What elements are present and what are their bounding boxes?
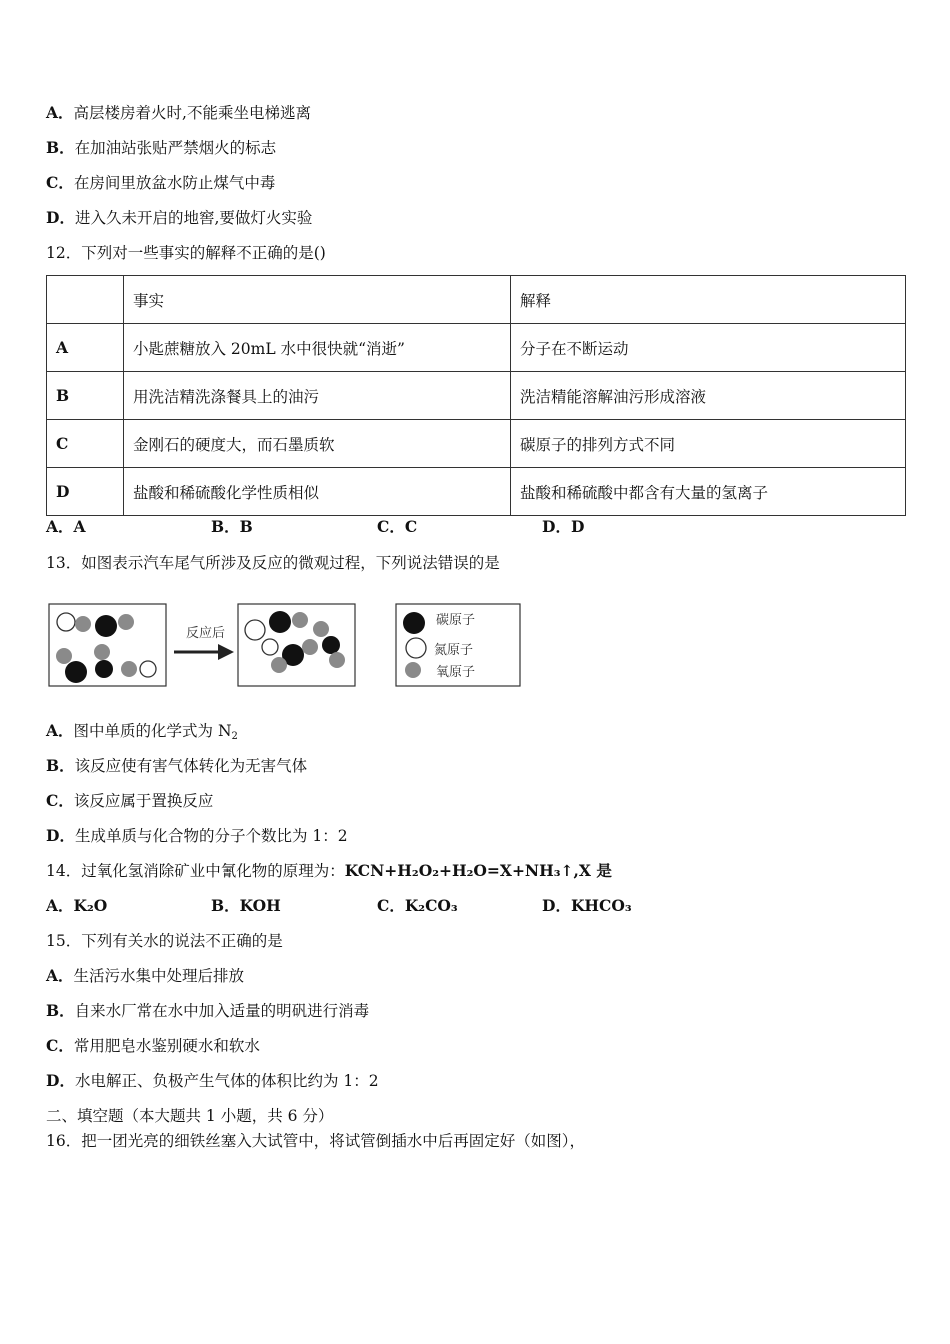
table-row bbox=[47, 372, 906, 420]
q13-option-d: D．生成单质与化合物的分子个数比为 1：2 bbox=[46, 826, 348, 845]
oxygen-atom bbox=[329, 652, 345, 668]
table-cell: 洗洁精能溶解油污形成溶液 bbox=[511, 372, 906, 420]
q12-choice-a: A．A bbox=[46, 517, 86, 536]
table-cell: 盐酸和稀硫酸化学性质相似 bbox=[124, 468, 511, 516]
carbon-atom bbox=[322, 636, 340, 654]
q15-option-d: D．水电解正、负极产生气体的体积比约为 1：2 bbox=[46, 1071, 379, 1090]
table-cell: C bbox=[47, 420, 124, 468]
oxygen-atom bbox=[271, 657, 287, 673]
table-header-row bbox=[47, 276, 906, 324]
q11-option-a: A．高层楼房着火时,不能乘坐电梯逃离 bbox=[46, 103, 311, 122]
legend-oxygen-label: 氧原子 bbox=[436, 665, 476, 680]
q15-stem: 15．下列有关水的说法不正确的是 bbox=[46, 932, 283, 950]
table-cell: 分子在不断运动 bbox=[511, 324, 906, 372]
q12-stem: 12．下列对一些事实的解释不正确的是() bbox=[46, 244, 326, 262]
oxygen-legend-icon bbox=[405, 662, 421, 678]
table-cell: A bbox=[47, 324, 124, 372]
q12-choice-b: B．B bbox=[211, 517, 253, 536]
oxygen-atom bbox=[94, 644, 110, 660]
q13-option-b: B．该反应使有害气体转化为无害气体 bbox=[46, 756, 308, 775]
carbon-atom bbox=[95, 615, 117, 637]
carbon-atom bbox=[95, 660, 113, 678]
q12-choice-d: D．D bbox=[542, 517, 585, 536]
nitrogen-atom bbox=[262, 639, 278, 655]
legend-nitrogen-label: 氮原子 bbox=[434, 643, 474, 658]
table-cell: 用洗洁精洗涤餐具上的油污 bbox=[124, 372, 511, 420]
table-header-cell bbox=[47, 276, 124, 324]
table-cell: 金刚石的硬度大，而石墨质软 bbox=[124, 420, 511, 468]
q14-choice-b: B．KOH bbox=[211, 896, 281, 915]
q13-option-a: A．图中单质的化学式为 $N_2$ bbox=[46, 721, 238, 742]
legend-carbon-label: 碳原子 bbox=[436, 613, 476, 628]
carbon-atom bbox=[65, 661, 87, 683]
q16-stem: 16．把一团光亮的细铁丝塞入大试管中，将试管倒插水中后再固定好（如图）， bbox=[46, 1132, 585, 1150]
oxygen-atom bbox=[313, 621, 329, 637]
table-row bbox=[47, 324, 906, 372]
table-row bbox=[47, 468, 906, 516]
nitrogen-atom bbox=[245, 620, 265, 640]
oxygen-atom bbox=[75, 616, 91, 632]
carbon-legend-icon bbox=[403, 612, 425, 634]
carbon-atom bbox=[269, 611, 291, 633]
oxygen-atom bbox=[121, 661, 137, 677]
q14-stem: 14．过氧化氢消除矿业中氰化物的原理为：KCN+H₂O₂+H₂O=X+NH₃↑,X 是 bbox=[46, 861, 612, 880]
q15-option-b: B．自来水厂常在水中加入适量的明矾进行消毒 bbox=[46, 1001, 370, 1020]
table-cell: 碳原子的排列方式不同 bbox=[511, 420, 906, 468]
q12-choice-c: C．C bbox=[377, 517, 418, 536]
q12-table bbox=[46, 275, 906, 516]
q11-option-c: C．在房间里放盆水防止煤气中毒 bbox=[46, 173, 276, 192]
arrow-head bbox=[218, 644, 234, 660]
q13-stem: 13．如图表示汽车尾气所涉及反应的微观过程，下列说法错误的是 bbox=[46, 554, 500, 572]
q14-choice-a: A．K₂O bbox=[46, 896, 108, 915]
nitrogen-atom bbox=[140, 661, 156, 677]
arrow-label: 反应后 bbox=[186, 626, 226, 641]
table-cell: 盐酸和稀硫酸中都含有大量的氢离子 bbox=[511, 468, 906, 516]
oxygen-atom bbox=[56, 648, 72, 664]
q11-option-b: B．在加油站张贴严禁烟火的标志 bbox=[46, 138, 277, 157]
table-header-cell: 事实 bbox=[124, 276, 511, 324]
section-title: 二、填空题（本大题共 1 小题，共 6 分） bbox=[46, 1107, 334, 1125]
oxygen-atom bbox=[292, 612, 308, 628]
q14-equation: KCN+H₂O₂+H₂O=X+NH₃↑,X 是 bbox=[344, 861, 612, 880]
nitrogen-legend-icon bbox=[406, 638, 426, 658]
oxygen-atom bbox=[118, 614, 134, 630]
table-header-cell: 解释 bbox=[511, 276, 906, 324]
oxygen-atom bbox=[302, 639, 318, 655]
q11-option-d: D．进入久未开启的地窖,要做灯火实验 bbox=[46, 208, 313, 227]
table-row bbox=[47, 420, 906, 468]
q15-option-c: C．常用肥皂水鉴别硬水和软水 bbox=[46, 1036, 260, 1055]
q13-option-c: C．该反应属于置换反应 bbox=[46, 791, 214, 810]
q15-option-a: A．生活污水集中处理后排放 bbox=[46, 966, 245, 985]
reaction-diagram bbox=[46, 600, 526, 692]
table-cell: D bbox=[47, 468, 124, 516]
table-cell: 小匙蔗糖放入 20mL 水中很快就“消逝” bbox=[124, 324, 511, 372]
nitrogen-atom bbox=[57, 613, 75, 631]
table-cell: B bbox=[47, 372, 124, 420]
q14-choice-c: C．K₂CO₃ bbox=[377, 896, 458, 915]
q14-choice-d: D．KHCO₃ bbox=[542, 896, 632, 915]
